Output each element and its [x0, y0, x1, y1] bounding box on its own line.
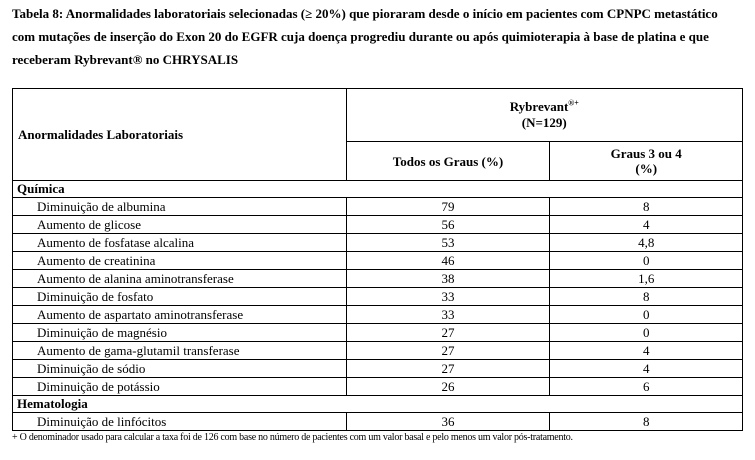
all-grades-value: 79 [346, 198, 550, 216]
col-grades-3-4 [550, 142, 743, 181]
row-label: Aumento de fosfatase alcalina [13, 234, 347, 252]
table-row [13, 198, 743, 216]
all-grades-value: 27 [346, 360, 550, 378]
grades-3-4-value: 0 [550, 324, 743, 342]
row-header: Anormalidades Laboratoriais [13, 89, 347, 181]
all-grades-value: 56 [346, 216, 550, 234]
group-spacer [550, 181, 743, 198]
table-row [13, 324, 743, 342]
drug-header [346, 89, 742, 142]
grades-3-4-value: 8 [550, 288, 743, 306]
table-row [13, 378, 743, 396]
all-grades-value: 26 [346, 378, 550, 396]
grades-3-4-value: 6 [550, 378, 743, 396]
table-row [13, 413, 743, 431]
group-spacer [346, 396, 550, 413]
row-label: Aumento de aspartato aminotransferase [13, 306, 347, 324]
all-grades-value: 46 [346, 252, 550, 270]
all-grades-value: 33 [346, 306, 550, 324]
grades-3-4-value: 0 [550, 306, 743, 324]
row-label: Diminuição de sódio [13, 360, 347, 378]
all-grades-value: 38 [346, 270, 550, 288]
table-row [13, 216, 743, 234]
row-label: Diminuição de magnésio [13, 324, 347, 342]
col-g34-line2: (%) [635, 161, 658, 176]
group-label: Hematologia [13, 396, 347, 413]
all-grades-value: 36 [346, 413, 550, 431]
row-label: Diminuição de linfócitos [13, 413, 347, 431]
grades-3-4-value: 8 [550, 198, 743, 216]
all-grades-value: 33 [346, 288, 550, 306]
row-label: Diminuição de potássio [13, 378, 347, 396]
row-label: Aumento de glicose [13, 216, 347, 234]
grades-3-4-value: 4 [550, 360, 743, 378]
all-grades-value: 27 [346, 324, 550, 342]
table-row [13, 252, 743, 270]
row-label: Diminuição de albumina [13, 198, 347, 216]
grades-3-4-value: 1,6 [550, 270, 743, 288]
all-grades-value: 27 [346, 342, 550, 360]
row-label: Diminuição de fosfato [13, 288, 347, 306]
col-all-grades: Todos os Graus (%) [346, 142, 550, 181]
lab-abnormalities-table [12, 88, 743, 431]
drug-superscript: ®+ [568, 98, 579, 108]
group-row [13, 181, 743, 198]
grades-3-4-value: 4,8 [550, 234, 743, 252]
table-row [13, 270, 743, 288]
table-row [13, 360, 743, 378]
table-row [13, 234, 743, 252]
drug-name: Rybrevant [509, 99, 569, 114]
row-label: Aumento de creatinina [13, 252, 347, 270]
row-label: Aumento de gama-glutamil transferase [13, 342, 347, 360]
col-g34-line1: Graus 3 ou 4 [610, 146, 682, 161]
grades-3-4-value: 0 [550, 252, 743, 270]
grades-3-4-value: 4 [550, 342, 743, 360]
row-label: Aumento de alanina aminotransferase [13, 270, 347, 288]
grades-3-4-value: 8 [550, 413, 743, 431]
group-spacer [550, 396, 743, 413]
table-caption: Tabela 8: Anormalidades laboratoriais selecionadas (≥ 20%) que pioraram desde o início em pacientes com CPNPC metastático com mutações de inserção do Exon 20 do EGFR cuja doença progrediu durante ou após quimioterapia à base de platina e que receberam Rybrevant® no CHRYSALIS [12, 6, 718, 67]
table-body [13, 181, 743, 431]
grades-3-4-value: 4 [550, 216, 743, 234]
all-grades-value: 53 [346, 234, 550, 252]
drug-n: (N=129) [521, 115, 567, 130]
group-label: Química [13, 181, 347, 198]
footnote: + O denominador usado para calcular a taxa foi de 126 com base no número de pacientes com um valor basal e pelo menos um valor pós-tratamento. [12, 432, 573, 443]
group-row [13, 396, 743, 413]
table-row [13, 342, 743, 360]
table-row [13, 288, 743, 306]
group-spacer [346, 181, 550, 198]
table-row [13, 306, 743, 324]
document [12, 0, 743, 443]
